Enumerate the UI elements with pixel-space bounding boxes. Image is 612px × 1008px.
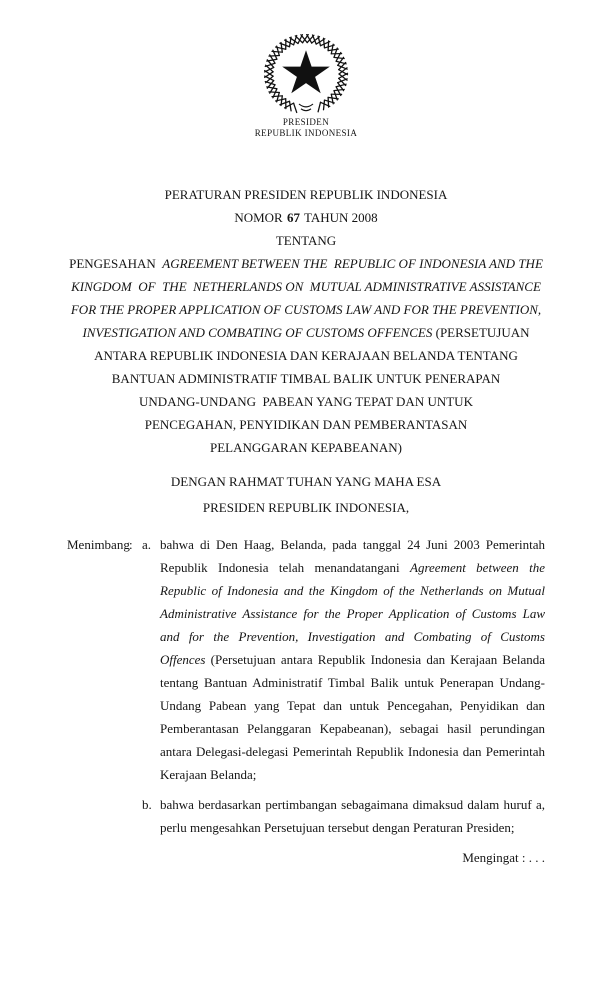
subject-line [66,252,546,275]
subject-text: ANTARA REPUBLIK INDONESIA DAN KERAJAAN BELANDA TENTANG [94,348,518,363]
subject-text: UNDANG-UNDANG PABEAN YANG TEPAT DAN UNTUK [139,394,473,409]
subject-line [66,436,546,459]
subject-text: PENGESAHAN [69,256,163,271]
item-text-normal: (Persetujuan antara Republik Indonesia dan Kerajaan Belanda tentang Bantuan Administratif Timbal Balik untuk Penerapan Undang-Undang Pabean yang Tepat dan untuk Pencegahan, Penyidikan dan Pemberantasan Pelanggaran Kepabeanan), sebagai hasil perundingan antara Delegasi-delegasi Pemerintah Republik Indonesia dan Pemerintah Kerajaan Belanda; [160,652,545,782]
title-block [0,183,612,252]
tentang-label: TENTANG [275,233,337,248]
item-text [160,793,545,839]
subject-text-italic: KINGDOM OF THE NETHERLANDS ON MUTUAL ADMINISTRATIVE ASSISTANCE [71,279,541,294]
subject-text-italic: AGREEMENT BETWEEN THE REPUBLIC OF INDONESIA AND THE [162,256,543,271]
menimbang-label: Menimbang [67,537,130,552]
preamble [0,469,612,521]
nomor-suffix: TAHUN 2008 [300,210,378,225]
menimbang-colon-empty [129,793,142,839]
subject-text: PENCEGAHAN, PENYIDIKAN DAN PEMBERANTASAN [144,417,468,432]
consideration-item-a [67,533,545,786]
regulation-number [0,206,612,229]
item-letter: a. [142,537,152,552]
wreath-knot-icon [299,104,313,111]
nomor-number: 67 [286,210,300,225]
item-text-italic: Agreement between the Republic of Indonesia and the Kingdom of the Netherlands on Mutual Administrative Assistance for the Proper Application of Customs Law and for the Prevention, Investigation and Combating of Customs Offences [160,560,545,667]
subject-line [66,390,546,413]
letterhead [0,0,612,139]
subject-text: (PERSETUJUAN [432,325,530,340]
item-letter: b. [142,797,152,812]
org-name-presiden: PRESIDEN [282,117,330,127]
considering-section [67,533,545,839]
menimbang-label-empty [67,793,129,839]
catchword-mengingat: Mengingat : . . . [462,850,545,865]
regulation-title: PERATURAN PRESIDEN REPUBLIK INDONESIA [164,187,448,202]
subject-text-italic: INVESTIGATION AND COMBATING OF CUSTOMS OFFENCES [82,325,433,340]
subject-block [66,252,546,459]
menimbang-colon: : [129,537,133,552]
subject-line [66,298,546,321]
authority-line: PRESIDEN REPUBLIK INDONESIA, [202,500,410,515]
subject-text-italic: FOR THE PROPER APPLICATION OF CUSTOMS LAW AND FOR THE PREVENTION, [70,302,542,317]
star-wreath-emblem [258,34,354,114]
star-icon [282,50,330,93]
org-name-republik-indonesia: REPUBLIK INDONESIA [254,128,358,138]
invocation-line: DENGAN RAHMAT TUHAN YANG MAHA ESA [170,474,442,489]
item-text [160,533,545,786]
subject-line [66,275,546,298]
subject-text: PELANGGARAN KEPABEANAN) [210,440,402,455]
nomor-prefix: NOMOR [234,210,286,225]
subject-line [66,344,546,367]
consideration-item-b [67,793,545,839]
item-text-normal: bahwa berdasarkan pertimbangan sebagaimana dimaksud dalam huruf a, perlu mengesahkan Persetujuan tersebut dengan Peraturan Presiden; [160,797,545,835]
item-text-normal: bahwa di Den Haag, Belanda, pada tanggal 24 Juni 2003 Pemerintah Republik Indonesia telah menandatangani [160,537,545,575]
subject-line [66,413,546,436]
subject-text: BANTUAN ADMINISTRATIF TIMBAL BALIK UNTUK PENERAPAN [111,371,501,386]
subject-line [66,367,546,390]
subject-line [66,321,546,344]
